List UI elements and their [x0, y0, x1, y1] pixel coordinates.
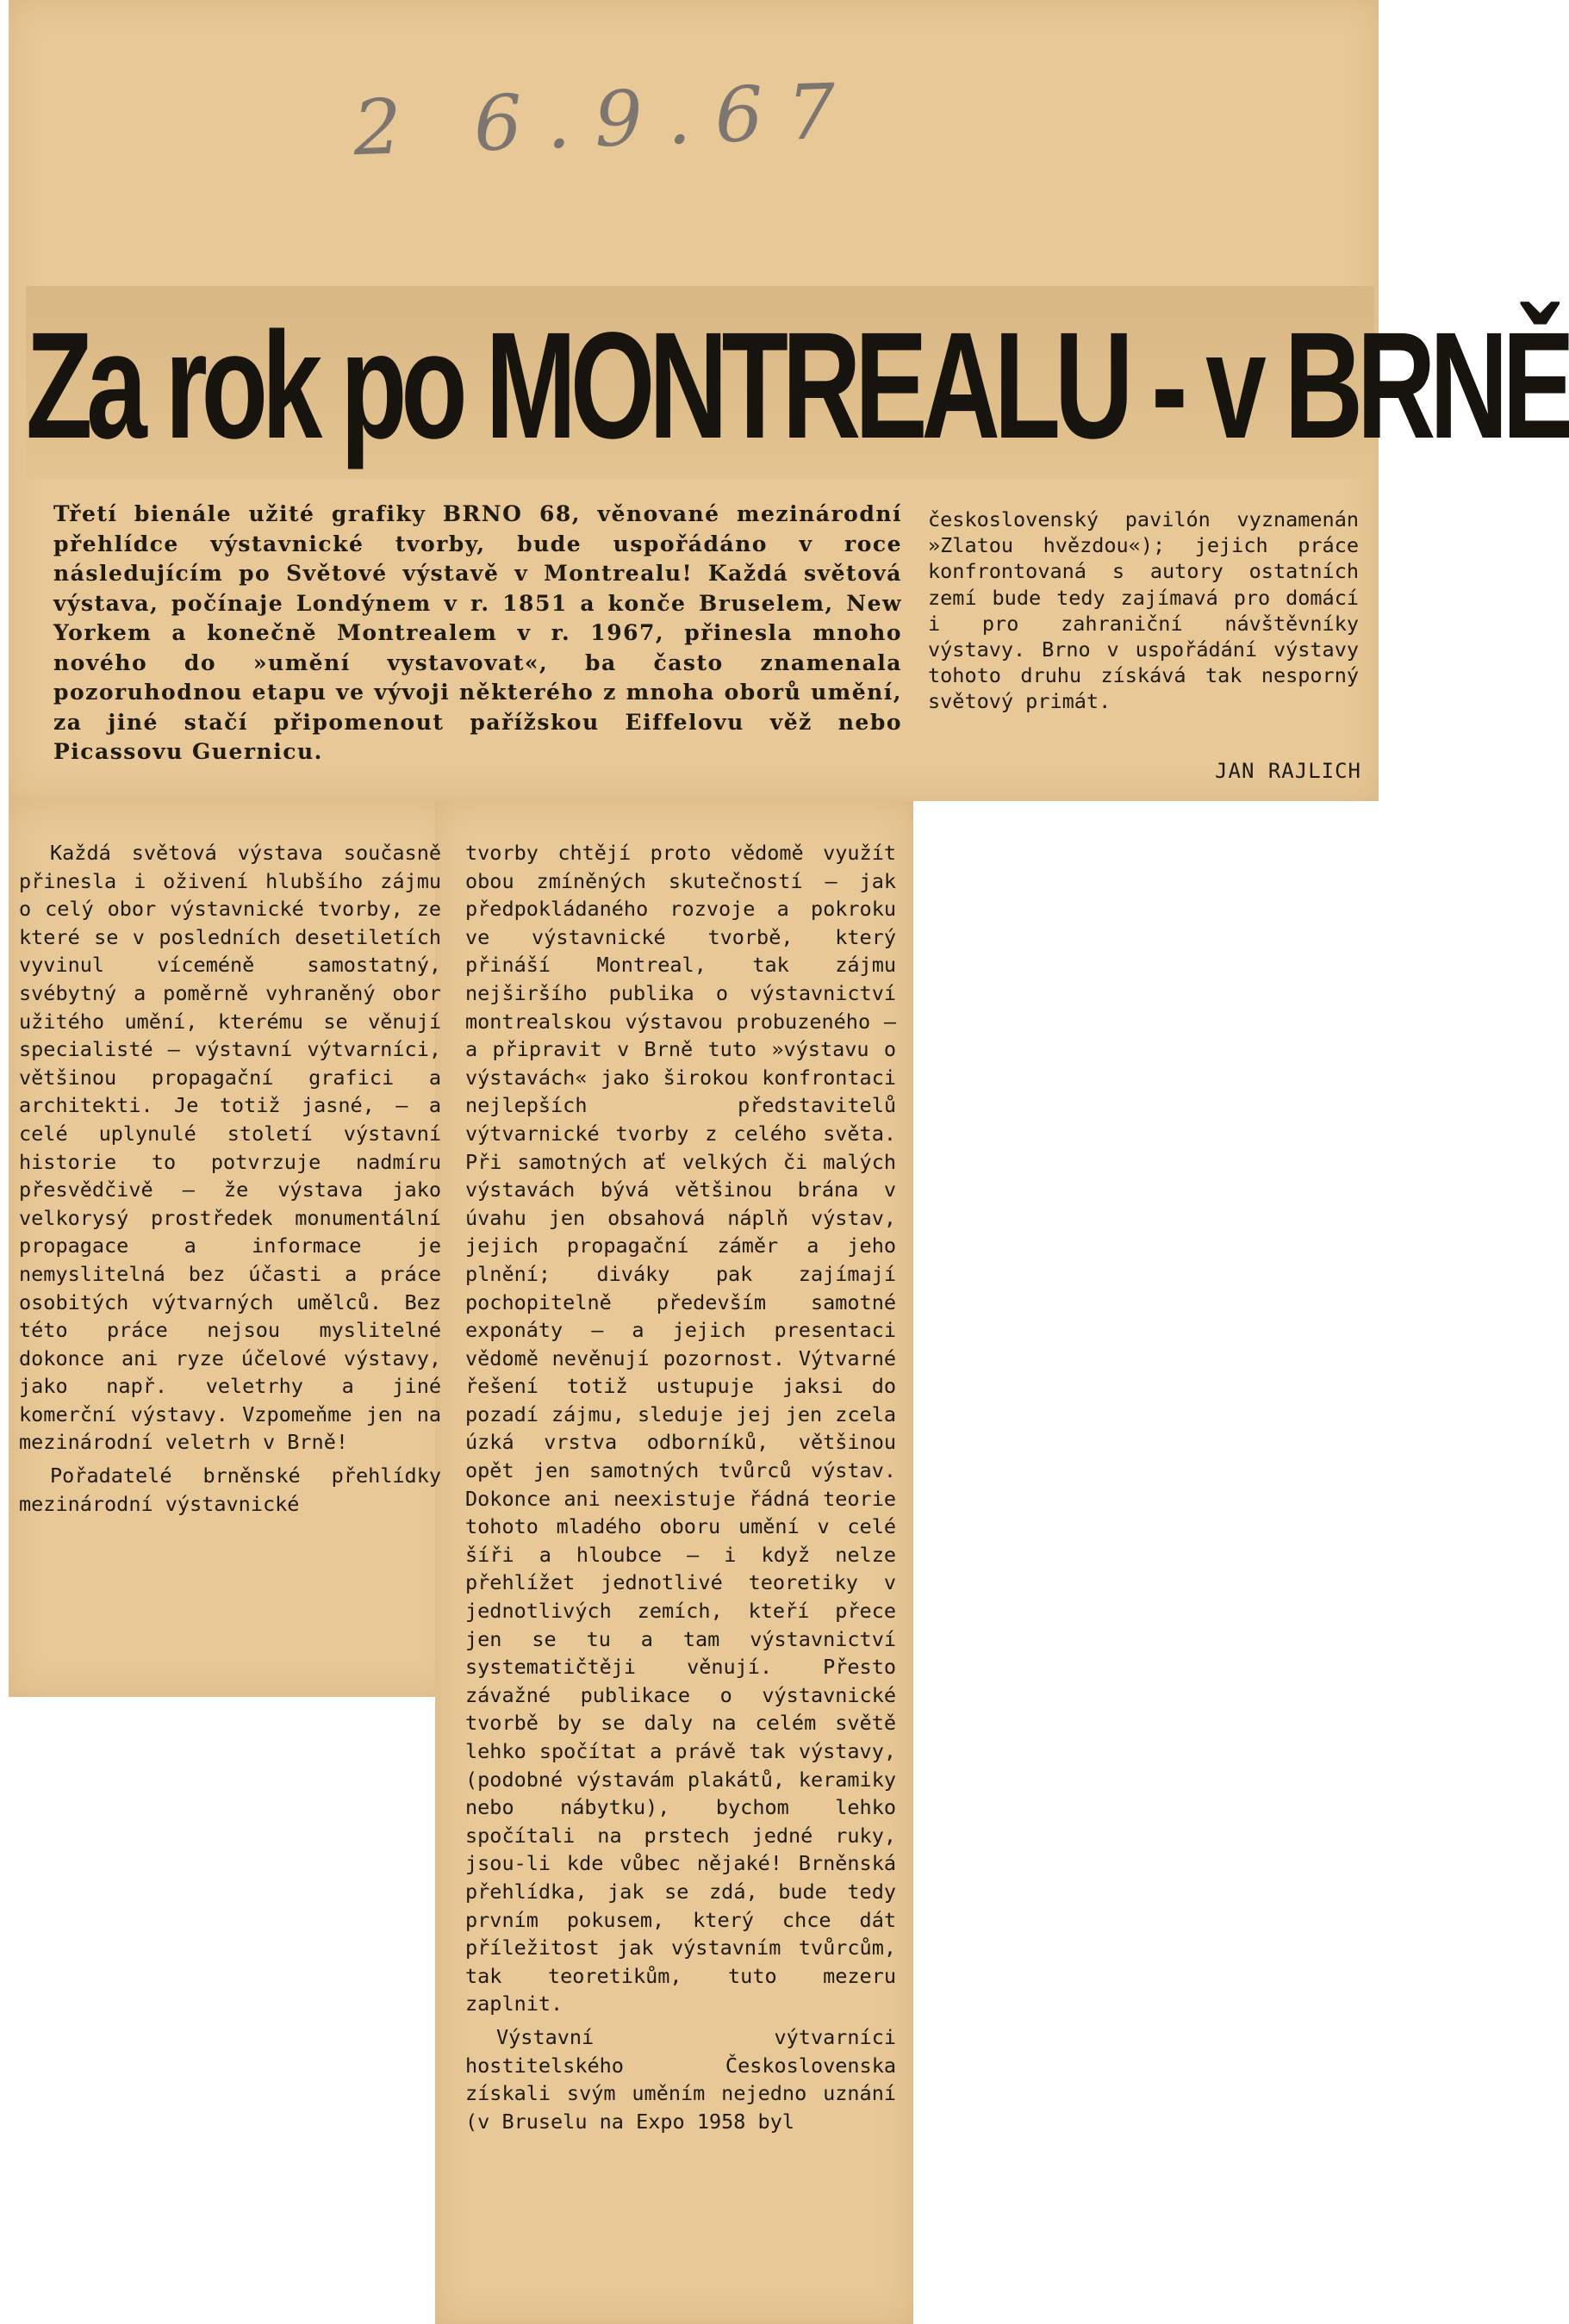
left-column-paragraph-1: Každá světová výstava současně přinesla i oživení hlubšího zájmu o celý obor výstavnické tvorby, ze které se v posledních desetiletích vyvinul víceméně samostatný, svébytný a poměrně vyhraněný obor užitého umění, kterému se věnují specialisté — výstavní výtvarníci, většinou propagační grafici a architekti. Je totiž jasné, — a celé uplynulé století výstavní historie to potvrzuje nadmíru přesvědčivě — že výstava jako velkorysý prostředek monumentální propagace a informace je nemyslitelná bez účasti a práce osobitých výtvarných umělců. Bez této práce nejsou myslitelné dokonce ani ryze účelové výstavy, jako např. veletrhy a jiné komerční výstavy. Vzpomeňme jen na mezinárodní veletrh v Brně!: [19, 841, 441, 1455]
middle-column: [465, 839, 896, 2135]
middle-column-paragraph-1: tvorby chtějí proto vědomě využít obou zmíněných skutečností — jak předpokládaného rozvoje a pokroku ve výstavnické tvorbě, který přináší Montreal, tak zájmu nejširšího publika o výstavnictví montrealskou výstavou probuzeného — a připravit v Brně tuto »výstavu o výstavách« jako širokou konfrontaci nejlepších představitelů výtvarnické tvorby z celého světa. Při samotných ať velkých či malých výstavách bývá většinou brána v úvahu jen obsahová náplň výstav, jejich propagační záměr a jeho plnění; diváky pak zajímají pochopitelně především samotné exponáty — a jejich presentaci vědomě nevěnují pozornost. Výtvarné řešení totiž ustupuje jaksi do pozadí zájmu, sleduje jej jen zcela úzká vrstva odborníků, většinou opět jen samotných tvůrců výstav. Dokonce ani neexistuje řádná teorie tohoto mladého oboru umění v celé šíři a hloubce — i když nelze přehlížet jednotlivé teoretiky v jednotlivých zemích, kteří přece jen se tu a tam výstavnictví systematičtěji věnují. Přesto závažné publikace o výstavnické tvorbě by se daly na celém světě lehko spočítat a právě tak výstavy, (podobné výstavám plakátů, keramiky nebo nábytku), bychom lehko spočítali na prstech jedné ruky, jsou-li kde vůbec nějaké! Brněnská přehlídka, jak se zdá, bude tedy prvním pokusem, který chce dát příležitost jak výstavním tvůrcům, tak teoretikům, tuto mezeru zaplnit.: [465, 841, 896, 2016]
middle-column-paragraph-2: Výstavní výtvarníci hostitelského Československa získali svým uměním nejedno uznání (v Bruselu na Expo 1958 byl: [465, 2024, 896, 2134]
author-signature: JAN RAJLICH: [1215, 759, 1361, 783]
right-column-text: československý pavilón vyznamenán »Zlatou hvězdou«); jejich práce konfrontovaná s autory ostatních zemí bude tedy zajímavá pro domácí i pro zahraniční návštěvníky výstavy. Brno v uspořádání výstavy tohoto druhu získává tak nesporný světový primát.: [928, 507, 1359, 714]
left-column-paragraph-2: Pořadatelé brněnské přehlídky mezinárodní výstavnické: [19, 1463, 441, 1516]
lead-paragraph: Třetí bienále užité grafiky BRNO 68, věnované mezinárodní přehlídce výstavnické tvorby, bude uspořádáno v roce následujícím po Světové výstavě v Montrealu! Každá světová výstava, počínaje Londýnem v r. 1851 a konče Bruselem, New Yorkem a konečně Montrealem v r. 1967, přinesla mnoho nového do »umění vystavovat«, ba často znamenala pozoruhodnou etapu ve vývoji některého z mnoha oborů umění, za jiné stačí připomenout pařížskou Eiffelovu věž nebo Picassovu Guernicu.: [53, 501, 902, 764]
headline: Za rok po MONTREALU - v BRNĚ: [26, 301, 1569, 470]
handwritten-date: 2 6.9.67: [352, 65, 862, 173]
left-column: [19, 839, 441, 1518]
